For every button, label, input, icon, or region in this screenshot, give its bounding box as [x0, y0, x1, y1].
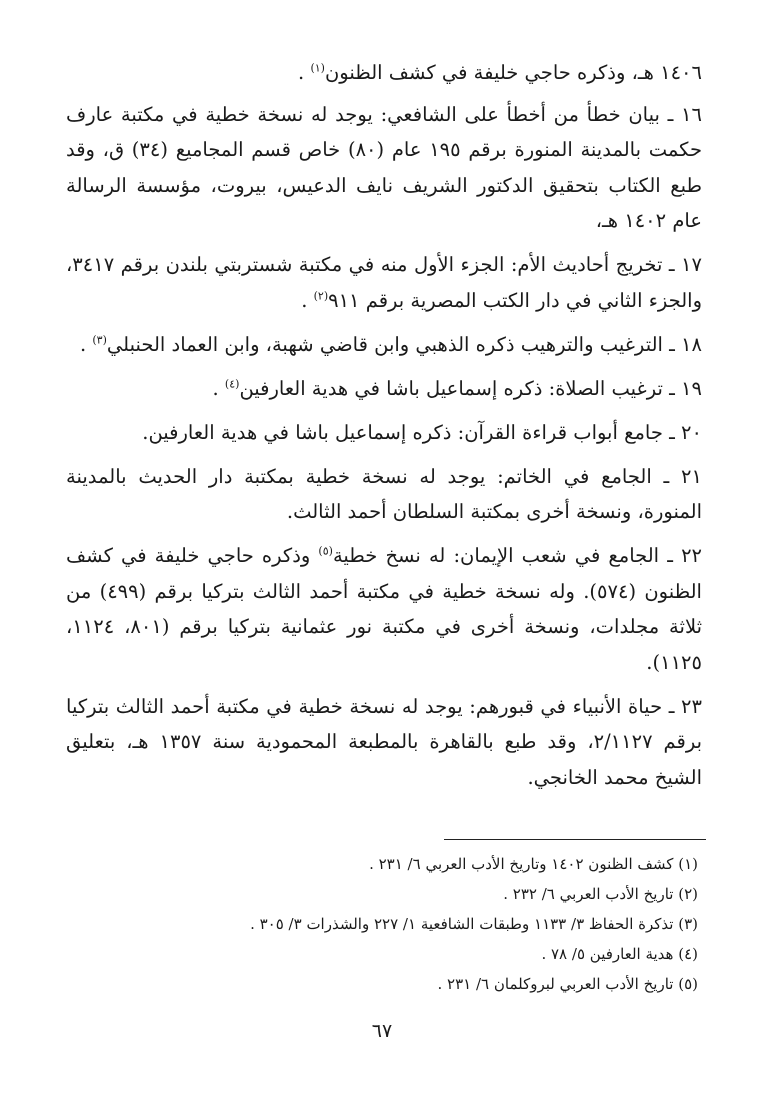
footnote-marker: (٤) — [224, 377, 240, 390]
paragraph-item-20: ٢٠ ـ جامع أبواب قراءة القرآن: ذكره إسماعيل باشا في هدية العارفين. — [142, 420, 702, 444]
footnote-3: (٣) تذكرة الحفاظ ٣/ ١١٣٣ وطبقات الشافعية ١/ ٢٢٧ والشذرات ٣/ ٣٠٥ . — [250, 915, 698, 933]
footnote-marker: (٢) — [313, 289, 329, 302]
paragraph-item-22: ٢٢ ـ الجامع في شعب الإيمان: له نسخ خطية$^{(٥)}$ وذكره حاجي خليفة في كشف الظنون (٥٧٤). وله نسخة خطية في مكتبة أحمد الثالث بتركيا برقم (٤٩٩) من ثلاثة مجلدات، ونسخة أخرى في مكتبة نور عثمانية بتركيا برقم (٨٠١، ١١٢٤، ١١٢٥). — [66, 544, 703, 674]
footnote-separator — [444, 839, 706, 840]
footnotes — [66, 849, 698, 999]
paragraph-item-19: ١٩ ـ ترغيب الصلاة: ذكره إسماعيل باشا في هدية العارفين$^{(٤)}$ . — [212, 376, 702, 400]
paragraph-item-18: ١٨ ـ الترغيب والترهيب ذكره الذهبي وابن قاضي شهبة، وابن العماد الحنبلي$^{(٣)}$ . — [79, 332, 702, 356]
paragraph-continuation: ١٤٠٦ هـ، وذكره حاجي خليفة في كشف الظنون$^{(١)}$ . — [298, 61, 702, 84]
footnote-1: (١) كشف الظنون ١٤٠٢ وتاريخ الأدب العربي ٦/ ٢٣١ . — [369, 855, 698, 873]
page-number: ٦٧ — [371, 1020, 393, 1042]
paragraph-item-16: ١٦ ـ بيان خطأ من أخطأ على الشافعي: يوجد له نسخة خطية في مكتبة عارف حكمت بالمدينة المنورة برقم ١٩٥ عام (٨٠) خاص قسم المجاميع (٣٤) ق، وقد طبع الكتاب بتحقيق الدكتور الشريف نايف الدعيس، بيروت، مؤسسة الرسالة عام ١٤٠٢ هـ، — [66, 102, 702, 232]
footnote-4: (٤) هدية العارفين ٥/ ٧٨ . — [541, 945, 698, 963]
footnote-marker: (١) — [310, 61, 325, 75]
paragraph-item-21: ٢١ ـ الجامع في الخاتم: يوجد له نسخة خطية بمكتبة دار الحديث بالمدينة المنورة، ونسخة أخرى بمكتبة السلطان أحمد الثالث. — [66, 464, 702, 523]
footnote-marker: (٥) — [318, 544, 333, 558]
footnote-5: (٥) تاريخ الأدب العربي لبروكلمان ٦/ ٢٣١ . — [437, 975, 698, 993]
paragraph-item-23: ٢٣ ـ حياة الأنبياء في قبورهم: يوجد له نسخة خطية في مكتبة أحمد الثالث بتركيا برقم ٢/١١٢٧، وقد طبع بالقاهرة بالمطبعة المحمودية سنة ١٣٥٧ هـ، بتعليق الشيخ محمد الخانجي. — [66, 694, 703, 789]
paragraph-item-17: ١٧ ـ تخريج أحاديث الأم: الجزء الأول منه في مكتبة شستربتي بلندن برقم ٣٤١٧، والجزء الثاني في دار الكتب المصرية برقم ٩١١$^{(٢)}$ . — [66, 253, 702, 312]
main-text — [66, 55, 702, 804]
footnote-marker: (٣) — [92, 333, 107, 346]
footnote-2: (٢) تاريخ الأدب العربي ٦/ ٢٣٢ . — [503, 885, 698, 903]
